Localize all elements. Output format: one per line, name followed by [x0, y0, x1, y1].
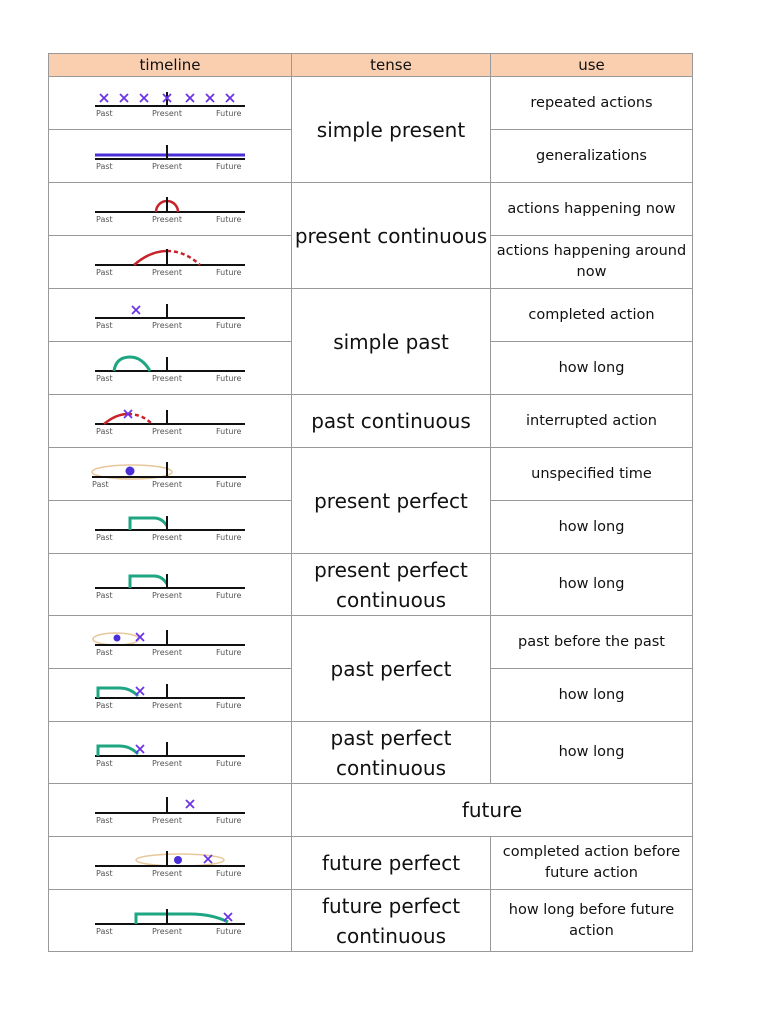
axis-label-past: Past — [96, 162, 113, 171]
use-cell: how long — [491, 554, 693, 616]
use-cell: actions happening now — [491, 183, 693, 236]
axis-label-present: Present — [152, 109, 183, 118]
axis-label-past: Past — [96, 590, 113, 600]
timeline-cell — [49, 554, 292, 616]
table-row — [49, 183, 693, 236]
timeline-happening-around-now — [90, 245, 250, 279]
table-row — [49, 837, 693, 890]
timeline-future — [90, 793, 250, 827]
axis-label-past: Past — [96, 926, 113, 936]
use-cell: past before the past — [491, 616, 693, 669]
use-cell: unspecified time — [491, 448, 693, 501]
axis-label-future: Future — [216, 533, 242, 542]
tense-present-continuous: present continuous — [292, 183, 491, 289]
axis-label-past: Past — [96, 816, 113, 825]
timeline-cell — [49, 448, 292, 501]
tense-simple-present: simple present — [292, 77, 491, 183]
use-cell: repeated actions — [491, 77, 693, 130]
axis-label-present: Present — [152, 590, 183, 600]
axis-label-future: Future — [216, 321, 242, 330]
use-cell: actions happening around now — [491, 236, 693, 289]
tense-present-perfect-continuous: present perfect continuous — [292, 554, 491, 616]
axis-label-present: Present — [152, 427, 183, 436]
timeline-present-perfect-how-long — [90, 510, 250, 544]
tense-present-perfect: present perfect — [292, 448, 491, 554]
axis-label-past: Past — [96, 268, 113, 277]
axis-label-present: Present — [152, 321, 183, 330]
tense-past-perfect: past perfect — [292, 616, 491, 722]
timeline-future-perfect-continuous — [90, 904, 250, 938]
use-cell: how long — [491, 342, 693, 395]
axis-label-future: Future — [216, 162, 242, 171]
timeline-cell — [49, 395, 292, 448]
axis-label-present: Present — [152, 374, 183, 383]
table-row — [49, 77, 693, 130]
timeline-present-perfect-continuous — [90, 568, 250, 602]
axis-label-past: Past — [96, 374, 113, 383]
axis-label-present: Present — [152, 926, 183, 936]
tense-past-perfect-continuous: past perfect continuous — [292, 722, 491, 784]
use-cell: how long before future action — [491, 890, 693, 952]
axis-label-past: Past — [96, 648, 113, 657]
use-cell: how long — [491, 722, 693, 784]
axis-label-past: Past — [92, 480, 109, 489]
timeline-past-before-past — [90, 625, 250, 659]
axis-label-past: Past — [96, 321, 113, 330]
table-row — [49, 722, 693, 784]
axis-label-present: Present — [152, 162, 183, 171]
timeline-future-perfect — [90, 846, 250, 880]
tense-future-perfect: future perfect — [292, 837, 491, 890]
axis-label-future: Future — [216, 480, 242, 489]
axis-label-future: Future — [216, 109, 242, 118]
timeline-past-how-long — [90, 351, 250, 385]
table-row — [49, 448, 693, 501]
use-cell: interrupted action — [491, 395, 693, 448]
use-cell: completed action — [491, 289, 693, 342]
axis-label-future: Future — [216, 374, 242, 383]
timeline-past-perfect-continuous — [90, 736, 250, 770]
tense-future: future — [292, 784, 693, 837]
tense-simple-past: simple past — [292, 289, 491, 395]
axis-label-present: Present — [152, 869, 183, 878]
timeline-unspecified-time — [90, 457, 250, 491]
use-cell: completed action before future action — [491, 837, 693, 890]
timeline-generalizations — [90, 139, 250, 173]
axis-label-present: Present — [152, 648, 183, 657]
timeline-cell — [49, 722, 292, 784]
header-use: use — [491, 54, 693, 77]
axis-label-present: Present — [152, 533, 183, 542]
axis-label-present: Present — [152, 268, 183, 277]
axis-label-future: Future — [216, 648, 242, 657]
timeline-cell — [49, 130, 292, 183]
axis-label-present: Present — [152, 816, 183, 825]
axis-label-past: Past — [96, 215, 113, 224]
timeline-completed-action — [90, 298, 250, 332]
tense-past-continuous: past continuous — [292, 395, 491, 448]
timeline-happening-now — [90, 192, 250, 226]
table-row — [49, 890, 693, 952]
table-row — [49, 395, 693, 448]
axis-label-future: Future — [216, 427, 242, 436]
tense-future-perfect-continuous: future perfect continuous — [292, 890, 491, 952]
timeline-cell — [49, 616, 292, 669]
use-cell: how long — [491, 501, 693, 554]
timeline-cell — [49, 784, 292, 837]
use-cell: generalizations — [491, 130, 693, 183]
timeline-interrupted-action — [90, 404, 250, 438]
axis-label-past: Past — [96, 427, 113, 436]
header-row — [49, 54, 693, 77]
axis-label-present: Present — [152, 701, 183, 710]
axis-label-past: Past — [96, 701, 113, 710]
axis-label-past: Past — [96, 533, 113, 542]
timeline-cell — [49, 236, 292, 289]
header-timeline: timeline — [49, 54, 292, 77]
timeline-cell — [49, 183, 292, 236]
timeline-cell — [49, 342, 292, 395]
axis-label-future: Future — [216, 701, 242, 710]
timeline-cell — [49, 289, 292, 342]
table-row — [49, 616, 693, 669]
axis-label-future: Future — [216, 816, 242, 825]
timeline-cell — [49, 890, 292, 952]
timeline-past-perfect-how-long — [90, 678, 250, 712]
axis-label-past: Past — [96, 109, 113, 118]
axis-label-present: Present — [152, 758, 183, 768]
tense-table — [48, 53, 693, 952]
timeline-repeated-actions — [90, 86, 250, 120]
axis-label-future: Future — [216, 869, 242, 878]
axis-label-future: Future — [216, 215, 242, 224]
timeline-cell — [49, 669, 292, 722]
header-tense: tense — [292, 54, 491, 77]
axis-label-future: Future — [216, 590, 242, 600]
axis-label-present: Present — [152, 215, 183, 224]
axis-label-past: Past — [96, 869, 113, 878]
table-row — [49, 784, 693, 837]
use-cell: how long — [491, 669, 693, 722]
timeline-cell — [49, 77, 292, 130]
table-row — [49, 289, 693, 342]
axis-label-future: Future — [216, 268, 242, 277]
axis-label-future: Future — [216, 758, 242, 768]
table-row — [49, 554, 693, 616]
axis-label-future: Future — [216, 926, 242, 936]
axis-label-past: Past — [96, 758, 113, 768]
axis-label-present: Present — [152, 480, 183, 489]
timeline-cell — [49, 501, 292, 554]
timeline-cell — [49, 837, 292, 890]
